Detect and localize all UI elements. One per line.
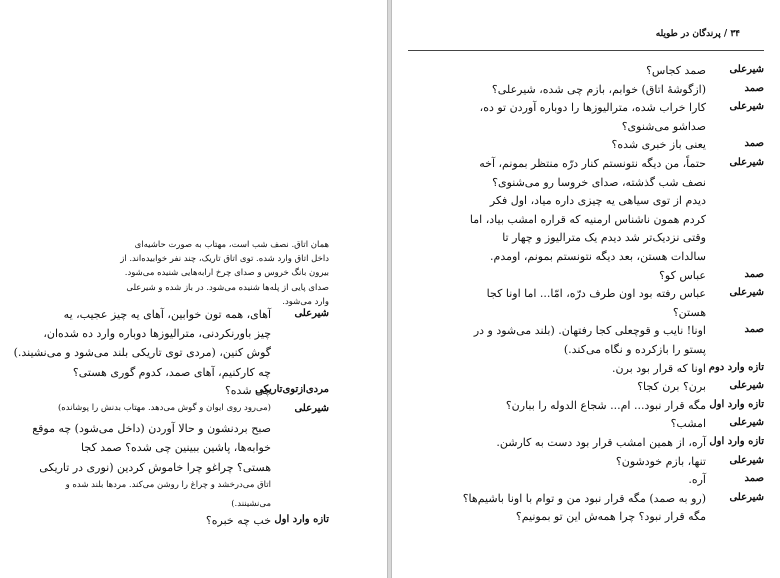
dialogue-line: صمد کجاس؟ (646, 64, 706, 77)
stage-direction-line: صدای پایی از پله‌ها شنیده می‌شود. در باز شده و شیرعلی (126, 282, 329, 293)
dialogue-line: چه کارکنیم، آهای صمد، کدوم گوری هستی؟ (72, 365, 271, 379)
speaker-name: صمد (744, 268, 764, 280)
dialogue-line: (می‌رود روی ایوان و گوش می‌دهد. مهتاب بدنش را پوشانده) (57, 403, 271, 413)
speaker-name: شیرعلی (294, 403, 329, 414)
dialogue-line: صبح بردنشون و حالا آوردن (داخل می‌شود) چه موقع (32, 422, 271, 436)
dialogue-line: اونا که قرار بود برن. (612, 361, 706, 375)
dialogue-line: خب چه خبره؟ (205, 514, 271, 527)
stage-direction-line: داخل اتاق وارد شده. توی اتاق تاریک، چند نفر خوابیده‌اند. از (120, 254, 329, 265)
dialogue-line: خوابه‌ها، پاشین ببینین چی شده؟ صمد کجا (81, 441, 271, 455)
stage-direction-line: وارد می‌شود. (282, 296, 329, 307)
left-page (0, 0, 388, 578)
dialogue-line: نصف شب گذشته، صدای خروسا رو می‌شنوی؟ (492, 175, 706, 189)
dialogue-line: آره، از همین امشب قرار بود دست به کارشن. (496, 436, 706, 449)
dialogue-line: (ازگوشۀ اتاق) خوابم، بازم چی شده، شیرعلی؟ (491, 82, 706, 96)
speaker-name: شیرعلی (729, 454, 764, 466)
dialogue-line: اونا! نایب و قوچعلی کجا رفتهان. (بلند می‌شود و در (473, 324, 706, 338)
running-header: ۳۴ / پرندگان در طویله (655, 29, 740, 39)
speaker-name: شیرعلی (729, 101, 764, 113)
speaker-name: تازه وارد اول (709, 436, 764, 447)
dialogue-line: مگه قرار نبود... ام... شجاع الدوله را ببارن؟ (505, 398, 706, 412)
dialogue-line: کارا خراب شده، متراليوزها را دوباره آوردن تو ده، (479, 101, 706, 115)
dialogue-line: آره. (688, 473, 706, 487)
dialogue-line: هستن؟ (672, 305, 706, 319)
speaker-name: شیرعلی (729, 157, 764, 168)
dialogue-line: دیدم از توی سیاهی یه چیزی داره میاد، اول فکر (489, 194, 706, 208)
dialogue-line: وقتی نزدیک‌تر شد دیدم یک متراليوز و چهار تا (502, 231, 706, 245)
speaker-name: مردی‌ازتوی‌تاریکی (255, 384, 329, 395)
dialogue-line: مگه قرار نبود؟ چرا همه‌ش این تو بمونیم؟ (515, 510, 706, 524)
dialogue-line: صداشو می‌شنوی؟ (621, 119, 706, 133)
speaker-name: شیرعلی (729, 380, 764, 392)
dialogue-line: یعنی باز خبری شده؟ (611, 138, 706, 152)
stage-direction-line: همان اتاق. نصف شب است، مهتاب به صورت حاشیه‌ای (134, 240, 329, 250)
dialogue-line: هستی؟ چراغو چرا خاموش کردین (نوری در تاریکی (39, 460, 271, 474)
speaker-name: صمد (744, 473, 764, 485)
dialogue-line: (رو به صمد) مگه قرار نبود من و توام با اونا باشیم‌ها؟ (462, 491, 706, 505)
dialogue-line: آهای، همه تون خوابین، آهای یه چیز عجیب، یه (63, 308, 271, 321)
dialogue-line: گوش کنین، (مردی توی تاریکی بلند می‌شود و می‌نشیند.) (13, 346, 271, 360)
speaker-name: شیرعلی (729, 417, 764, 429)
dialogue-line: چیز باورنکردنی، متراليوزها دوباره وارد ده شده‌ان، (43, 327, 271, 341)
speaker-name: تازه وارد اول (709, 398, 764, 410)
dialogue-line: تنها، بازم خودشون؟ (615, 454, 706, 468)
dialogue-line: عباس رفته بود اون طرف درّه، امّا... اما اونا کجا (486, 287, 706, 301)
dialogue-line: حتماً، من دیگه نتونستم کنار درّه منتظر بمونم، آخه (479, 157, 706, 170)
speaker-name: تازه وارد اول (274, 514, 329, 525)
header-rule (408, 50, 764, 51)
right-page (391, 0, 780, 578)
dialogue-line: برن؟ برن کجا؟ (637, 380, 706, 394)
dialogue-line: چی شده؟ (224, 384, 271, 397)
dialogue-line: اتاق می‌درخشد و چراغ را روشن می‌کند. مردها بلند شده و (65, 479, 271, 490)
dialogue-line: عباس کو؟ (659, 268, 706, 282)
dialogue-line: می‌نشینند.) (231, 499, 271, 509)
dialogue-line: کردم همون ناشناس ارمنیه که قراره امشب بیاد، اما (469, 212, 706, 226)
speaker-name: صمد (744, 138, 764, 150)
speaker-name: صمد (744, 82, 764, 94)
stage-direction-line: بیرون بانگ خروس و صدای چرخ ارابه‌هایی شنیده می‌شود. (124, 268, 329, 279)
speaker-name: شیرعلی (729, 287, 764, 299)
speaker-name: شیرعلی (729, 491, 764, 503)
speaker-name: تازه وارد دوم (708, 361, 764, 373)
dialogue-line: امشب؟ (670, 417, 706, 431)
speaker-name: صمد (744, 324, 764, 336)
speaker-name: شیرعلی (294, 308, 329, 319)
dialogue-line: سالدات هستن، بعد دیگه نتونستم بمونم، اومدم. (490, 250, 706, 263)
speaker-name: شیرعلی (729, 64, 764, 75)
dialogue-line: پستو را بازکرده و نگاه می‌کند.) (563, 343, 706, 356)
